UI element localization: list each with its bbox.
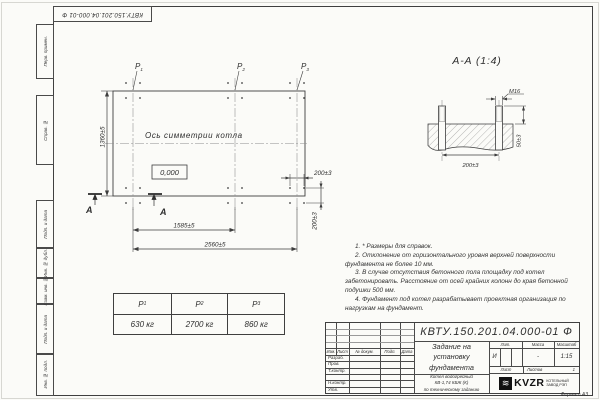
note-line: 2. Отклонение от горизонтального уровня верхней поверхности фундамента не более 10 мм. [345, 251, 556, 268]
wave-icon: ≋ [499, 377, 512, 390]
notes-block [345, 243, 578, 314]
tb-scale-value: 1:15 [560, 354, 573, 360]
tb-col-data: Дата [401, 349, 413, 354]
anchor-bolt-dots [125, 82, 305, 204]
section-letter-left: А [86, 205, 93, 215]
load-point-label-p2: $P_2$ [237, 62, 245, 72]
dim-bolt-x: 200±3 [314, 170, 332, 177]
tb-line [380, 323, 381, 393]
load-table [113, 293, 285, 335]
logo-caption: КОТЕЛЬНЫЙ ЗАВОД РЭП [546, 378, 569, 387]
tb-line [400, 323, 401, 393]
margin-box-podp-data-2 [36, 303, 54, 355]
title-block [325, 322, 580, 394]
tb-row-nkontr: Н.контр. [328, 380, 347, 386]
dim-span-full: 2560±5 [204, 241, 226, 249]
margin-label: Взам. инв. № [42, 276, 48, 306]
margin-box-perv-primen [36, 24, 54, 79]
margin-label: Перв. примен. [42, 36, 48, 67]
load-point-label-p3: $P_3$ [301, 62, 309, 72]
extension-lines [101, 91, 324, 252]
tb-product-line: Котел водогрейный [430, 374, 473, 380]
top-doc-number: КВТУ.150.201.04.000-01 Ф [62, 10, 143, 18]
tb-row-prov: Пров. [328, 361, 340, 367]
tb-product-line: по техническому заданию [423, 386, 480, 392]
tb-scale-label: Масштаб [556, 342, 577, 347]
tb-row-utv: Утв. [328, 386, 338, 392]
margin-box-inv-dubl [36, 247, 54, 279]
margin-label: Подп. и дата [42, 210, 48, 239]
tb-line [349, 323, 350, 393]
load-point-label-p1: $P_1$ [135, 62, 143, 72]
tb-line [326, 335, 414, 336]
logo-name: KVZR [514, 377, 545, 389]
thread-label: М16 [509, 88, 521, 95]
load-value-p1: 630 кг [114, 314, 171, 334]
tb-line [500, 348, 501, 366]
margin-box-vzam-inv [36, 277, 54, 305]
tb-title: Задание на установку фундамента [429, 341, 474, 372]
dim-span-mid: 1585±5 [173, 222, 195, 230]
load-value-p2: 2700 кг [171, 314, 228, 334]
elevation-value: 0,000 [160, 168, 179, 177]
margin-label: Инв. № подл. [42, 360, 48, 389]
tb-product-line: КВ-1,74 КБЖ (К) [434, 380, 469, 386]
margin-box-inv-podl [36, 353, 54, 396]
dim-pad-height: 50±3 [516, 134, 523, 148]
tb-mass-label: Масса [531, 342, 545, 347]
tb-logo [489, 373, 579, 393]
tb-sheet-label: Лист [500, 367, 512, 372]
dimension-lines [107, 91, 321, 249]
tb-product [414, 374, 489, 393]
section-letter-right: А [160, 207, 167, 217]
load-point-leaders [133, 71, 303, 90]
tb-col-podp: Подп. [384, 349, 396, 354]
margin-box-podp-data-1 [36, 200, 54, 249]
tb-row-tkontr: Т.контр. [328, 367, 346, 373]
axis-centerlines [105, 78, 307, 210]
tb-col-list: Лист [337, 349, 348, 354]
tb-line [326, 342, 414, 343]
load-table-header-p2: P 2 [171, 294, 228, 314]
tb-lit-value: И [492, 354, 497, 360]
format-label: Формат А3 [560, 391, 588, 398]
note-line: 3. В случае отсутствия бетонного пола площадку под котел забетонировать. Расстояние от осей крайних колонн до края бетонной подушки 500 мм. [345, 269, 568, 295]
note-line: 1. * Размеры для справок. [355, 243, 433, 250]
tb-line [326, 374, 414, 375]
tb-line [511, 348, 512, 366]
tb-mass-value: - [537, 354, 539, 360]
top-doc-stamp [53, 6, 152, 22]
tb-sheets-cell [523, 366, 579, 373]
tb-doc-number: КВТУ.150.201.04.000-01 Ф [420, 326, 573, 338]
tb-col-izm: Изм. [326, 349, 336, 354]
dim-bolt-y: 200±3 [311, 212, 319, 230]
margin-label: Справ. № [42, 119, 48, 141]
margin-label: Подп. и дата [42, 314, 48, 344]
tb-sheets-value: 1 [572, 367, 575, 372]
tb-row-razrab: Разраб. [328, 355, 344, 360]
load-value-p3: 860 кг [227, 314, 284, 334]
plan-view [55, 40, 355, 270]
dim-bolt-spacing: 200±3 [462, 163, 479, 169]
symmetry-axis-label: Ось симметрии котла [145, 131, 243, 140]
section-title: А-А (1:4) [452, 55, 502, 67]
margin-box-sprav-n [36, 95, 54, 165]
tb-sheets-label: Листов [527, 367, 543, 372]
margin-label: Инв. № дубл. [42, 248, 48, 278]
dim-height: 1360±5 [99, 126, 107, 148]
tb-lit-label: Лит. [500, 342, 511, 347]
section-view [378, 48, 593, 193]
note-line: 4. Фундамент под котел разрабатывает проектная организация по нагрузкам на фундамент. [345, 295, 566, 312]
load-table-header-p1: P 1 [138, 299, 147, 309]
tb-line [326, 329, 414, 330]
load-table-header-p3: P 3 [227, 294, 284, 314]
tb-col-docnum: № докум. [355, 349, 374, 354]
